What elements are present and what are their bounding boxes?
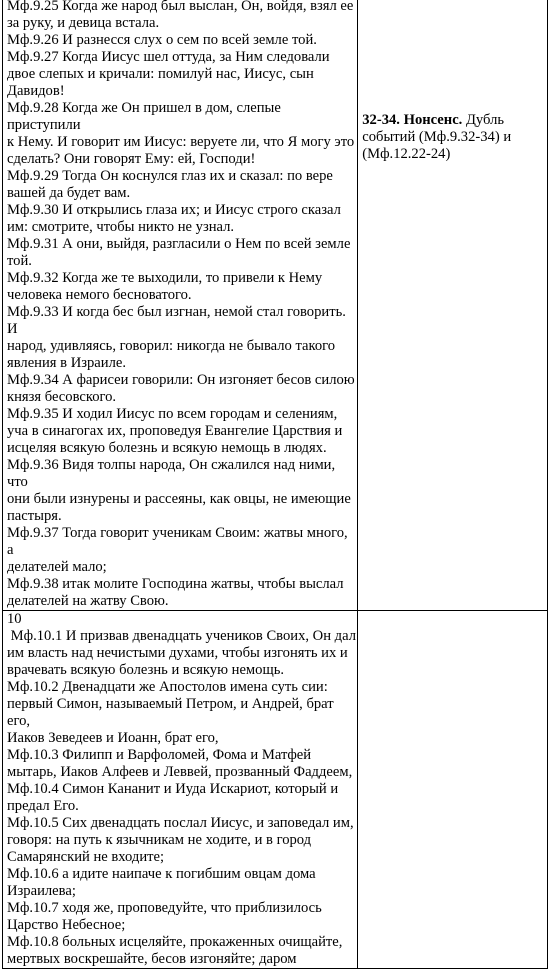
document-table [2, 0, 548, 969]
text-line: врачевать всякую болезнь и всякую немощь. [7, 662, 284, 678]
text-line: им: смотрите, чтобы никто не узнал. [7, 219, 235, 235]
text-line: делателей мало; [7, 559, 107, 575]
text-line: Иаков Зеведеев и Иоанн, брат его, [7, 730, 219, 746]
text-line: той. [7, 253, 32, 269]
text-line: Мф.9.38 итак молите Господина жатвы, чтобы выслал [7, 576, 344, 592]
text-line: первый Симон, называемый Петром, и Андрей, брат его, [7, 696, 338, 729]
text-line: уча в синагогах их, проповедуя Евангелие Царствия и [7, 423, 343, 439]
text-line: делателей на жатву Свою. [7, 593, 169, 609]
text-line: Мф.9.25 Когда же народ был выслан, Он, войдя, взял ее [7, 0, 354, 14]
text-line: Самарянский не входите; [7, 849, 165, 865]
verse-cell [3, 611, 358, 969]
text-line: к Нему. И говорит им Иисус: веруете ли, что Я могу это [7, 134, 355, 150]
text-line: Мф.9.28 Когда же Он пришел в дом, слепые приступили [7, 100, 285, 133]
verse-text-block [7, 0, 357, 610]
text-line: Мф.9.36 Видя толпы народа, Он сжалился над ними, что [7, 457, 339, 490]
text-line: князя бесовского. [7, 389, 117, 405]
text-line: пастыря. [7, 508, 62, 524]
verse-cell [3, 0, 358, 611]
text-line: Мф.10.4 Симон Кананит и Иуда Искариот, который и [7, 781, 339, 797]
text-line: Царство Небесное; [7, 917, 126, 933]
text-line: Мф.9.34 А фарисеи говорили: Он изгоняет бесов силою [7, 372, 355, 388]
text-line: говоря: на путь к язычникам не ходите, и в город [7, 832, 312, 848]
table-row [3, 611, 548, 969]
text-line: Мф.10.6 а идите наипаче к погибшим овцам дома [7, 866, 316, 882]
text-line: Мф.10.2 Двенадцати же Апостолов имена суть сии: [7, 679, 328, 695]
text-line: Давидов! [7, 83, 65, 99]
text-line: вашей да будет вам. [7, 185, 131, 201]
table-row [3, 0, 548, 611]
text-line: Мф.10.1 И призвав двенадцать учеников Своих, Он дал [7, 628, 356, 644]
text-line: им власть над нечистыми духами, чтобы изгонять их и [7, 645, 348, 661]
text-line: Мф.9.32 Когда же те выходили, то привели к Нему [7, 270, 323, 286]
text-line: двое слепых и кричали: помилуй нас, Иисус, сын [7, 66, 314, 82]
text-line: мертвых воскрешайте, бесов изгоняйте; даром [7, 951, 297, 967]
text-line: Мф.10.3 Филипп и Варфоломей, Фома и Матфей [7, 747, 312, 763]
commentary-label: 32-34. Нонсенс. [362, 112, 463, 128]
text-line: Мф.9.31 А они, выйдя, разгласили о Нем по всей земле [7, 236, 351, 252]
text-line: мытарь, Иаков Алфеев и Леввей, прозванный Фаддеем, [7, 764, 353, 780]
text-line: Мф.10.5 Сих двенадцать послал Иисус, и заповедал им, [7, 815, 354, 831]
text-line: исцеляя всякую болезнь и всякую немощь в людях. [7, 440, 327, 456]
text-line: сделать? Они говорят Ему: ей, Господи! [7, 151, 256, 167]
text-line: за руку, и девица встала. [7, 15, 160, 31]
commentary-text: Дубль событий (Мф.9.32-34) и (Мф.12.22-24) [362, 112, 512, 162]
commentary-cell [358, 0, 548, 611]
text-line: Мф.9.26 И разнесся слух о сем по всей земле той. [7, 32, 317, 48]
commentary-cell [358, 611, 548, 969]
text-line: 10 [7, 611, 22, 627]
text-line: Мф.10.8 больных исцеляйте, прокаженных очищайте, [7, 934, 343, 950]
text-line: человека немого бесноватого. [7, 287, 192, 303]
text-line: Мф.9.35 И ходил Иисус по всем городам и селениям, [7, 406, 338, 422]
text-line: Мф.10.7 ходя же, проповедуйте, что приблизилось [7, 900, 322, 916]
verse-text-block [7, 611, 357, 968]
text-line: Мф.9.37 Тогда говорит ученикам Своим: жатвы много, а [7, 525, 352, 558]
text-line: Мф.9.27 Когда Иисус шел оттуда, за Ним следовали [7, 49, 330, 65]
text-line: Израилева; [7, 883, 76, 899]
text-line: народ, удивляясь, говорил: никогда не бывало такого [7, 338, 336, 354]
commentary-note [362, 112, 547, 163]
text-line: явления в Израиле. [7, 355, 126, 371]
text-line: Мф.9.30 И открылись глаза их; и Иисус строго сказал [7, 202, 341, 218]
text-line: Мф.9.29 Тогда Он коснулся глаз их и сказал: по вере [7, 168, 333, 184]
text-line: Мф.9.33 И когда бес был изгнан, немой стал говорить. И [7, 304, 350, 337]
text-line: предал Его. [7, 798, 79, 814]
text-line: они были изнурены и рассеяны, как овцы, не имеющие [7, 491, 351, 507]
